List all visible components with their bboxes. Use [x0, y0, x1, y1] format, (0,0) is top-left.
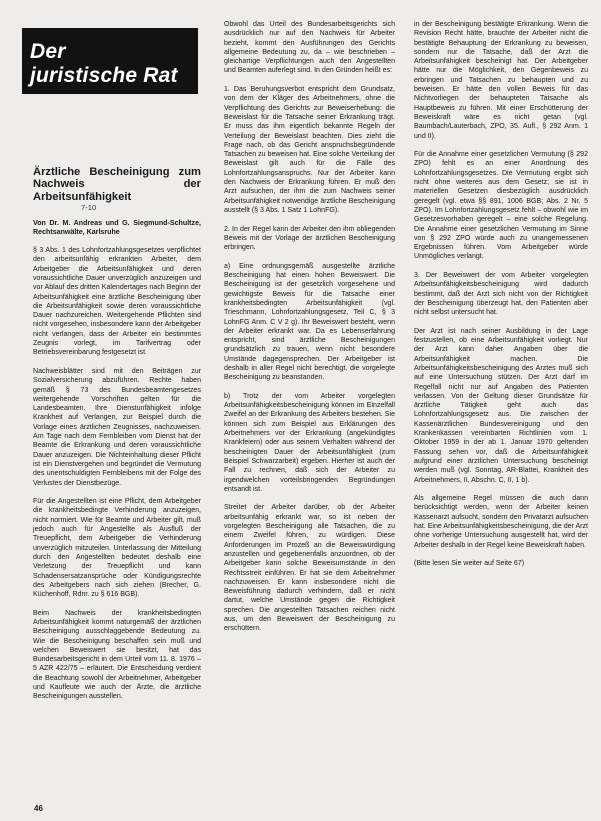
paragraph: § 3 Abs. 1 des Lohnfortzahlungsgesetzes verpflichtet den arbeitsunfähig erkrankten Arbeiter, dem Arbeitgeber die Arbeitsunfähigkeit und deren voraussichtliche Dauer unverzüglich anzuzeigen und vor Ablauf des dritten Kalendertages nach Beginn der Arbeitsunfähigkeit eine ärztliche Bescheinigung über die Arbeitsunfähigkeit sowie deren voraussichtliche Dauer nachzureichen. Weitergehende Pflichten sind nicht vorgesehen, insbesondere kann der Arbeitgeber nicht verlangen, dass der Arbeiter ein bestimmtes Zeugnis vorlegt, im Tarifvertrag oder Betriebsvereinbarung festgesetzt ist.	[33, 247, 201, 357]
column-3	[414, 20, 588, 578]
paragraph: Nachweisblätter sind mit den Beiträgen zur Sozialversicherung abzuführen. Rechte haben gemäß § 73 des Bundesbeamtengesetzes weitergehende Vorschriften gelten für die Landesbeamten. Ihre Dienstunfähigkeit infolge Krankheit auf Verlangen, zur Beispiel durch die Vorlage eines ärztlichen Zeugnisses, nachzuweisen. Am Tage nach dem Fernbleiben vom Dienst hat der Beamte die Erkrankung und deren voraussichtliche Dauer anzuzeigen. Die Nichteinhaltung dieser Pflicht ist ein Dienstvergehen und begründet die Vermutung des unentschuldigten Fernbleibens mit der Folge des Verlustes der Dienstbezüge.	[33, 367, 201, 487]
paragraph: Obwohl das Urteil des Bundesarbeitsgerichts sich ausdrücklich nur auf den Nachweis für Arbeiter bezieht, kommt den Ausführungen des Gerichts allgemeine Bedeutung zu, da – wie beschrieben – gleichartige Verpflichtungen auch den Angestellten und Beamten auferlegt sind. In den Gründen heißt es:	[224, 21, 395, 75]
page-number: 46	[34, 804, 43, 813]
handwritten-note: 7-10	[81, 203, 97, 213]
column-2	[224, 20, 395, 643]
column-banner	[22, 28, 198, 94]
paragraph: Für die Annahme einer gesetzlichen Vermutung (§ 292 ZPO) fehlt es an einer Anordnung des Lohnfortzahlungsgesetzes. Die Vermutung ergibt sich nicht ohne weiteres aus dem Gesetz; sie ist in materiellen Gesetzen diesbezüglich ausdrücklich geregelt (vgl. etwa §§ 891, 1006 BGB; Abs. 2 Nr. 5 ZPO). Im Lohnfortzahlungsgesetz fehlt – obwohl wie im Gesetzesvorhaben geregelt – eine solche Regelung. Die Annahme einer gesetzlichen Vermutung im Sinne von § 292 ZPO würde auch zu unangemessenen Ergebnissen führen. Vom Arbeitgeber würde Unmögliches verlangt.	[414, 151, 588, 261]
paragraph: 1. Das Beruhungsverbot entspricht dem Grundsatz, von dem der Kläger des Arbeitnehmers, ohne die Verpflichtung des Gerichts zur Beweiserhebung: die Beweislast für die Tatsache seiner Erkrankung trägt. Er muss das ihm eigentlich bekannte Regeln der Verteilung der Beweislast beachten. Dies zieht die Frage nach, ob das Gericht anspruchsbegründende Tatsachen zu beweisen hat. Eine solche Verteilung der Beweislast gilt auch für die Fälle des Lohnfortzahlungsanspruchs. Nur der Arbeiter kann den Nachweis der Erkrankung führen. Er muß den Arzt aufsuchen, der ihm die zum Nachweis seiner Arbeitsunfähigkeit notwendige ärztliche Bescheinigung ausstellt (§ 3 Abs. 1 Satz 1 LohnFG).	[224, 86, 395, 214]
article-headline: Ärztliche Bescheinigung zum Nachweis der Arbeitsunfähigkeit	[33, 166, 201, 203]
paragraph: Der Arzt ist nach seiner Ausbildung in der Lage festzustellen, ob eine Arbeitsunfähigkeit vorliegt. Nur der Arzt kann daher Angaben über die Arbeitsunfähigkeit machen. Die Arbeitsunfähigkeitsbescheinigung des Arztes muß sich auf eine Untersuchung stützen. Der Arzt darf im Regelfall nicht nur auf Angaben des Patienten verlassen. Von der Geltung dieser Grundsätze für ärztliche Tätigkeit geht auch das Lohnfortzahlungsgesetz aus. Die zwischen der Kassenärztlichen Bundesvereinigung und den Krankenkassen vereinbarten Richtlinien vom 1. Oktober 1959 in der ab 1. Januar 1970 geltenden Fassung sehen vor, daß die Arbeitsunfähigkeit aufgrund einer ärztlichen Untersuchung bescheinigt werden muß (vgl. Sonntag, AR-Blattei, Krankheit des Arbeitnehmers, II, Abschn. C, II, 1 b).	[414, 327, 588, 484]
paragraph: a) Eine ordnungsgemäß ausgestellte ärztliche Bescheinigung hat einen hohen Beweiswert. Die Bescheinigung ist der gesetzlich vorgesehene und gewichtigste Beweis für die Tatsache einer krankheitsbedingten Arbeitsunfähigkeit (vgl. Trieschmann, Lohnfortzahlungsgesetz, Teil C, § 3 LohnFG Anm. C V 2 g). Ihr Beweiswert besteht, wenn der Arbeiter erkrankt war. Da es Lebenserfahrung entspricht, sind ärztliche Bescheinigungen grundsätzlich zu trauen, wenn nicht besondere Umstände dagegensprechen. Der Arbeitgeber ist deshalb in aller Regel nicht berechtigt, die vorgelegte Bescheinigung zu beanstanden.	[224, 262, 395, 382]
column-1	[33, 166, 201, 711]
paragraph: 2. In der Regel kann der Arbeiter den ihm obliegenden Beweis mit der Vorlage der ärztlichen Bescheinigung erbringen.	[224, 225, 395, 252]
continuation-note: (Bitte lesen Sie weiter auf Seite 67)	[414, 560, 525, 568]
paragraph: b) Trotz der vom Arbeiter vorgelegten Arbeitsunfähigkeitsbescheinigung können im Einzelfall Zweifel an der Erkrankung des Arbeiters bestehen. Sie können sich zum Beispiel aus Erklärungen des Arbeitnehmers vor der Erkrankung (angekündigtes Krankfeiern) oder aus seinem Verhalten während der bescheinigten Dauer der Arbeitsunfähigkeit (zum Beispiel Schwarzarbeit) ergeben. Hierher ist auch der Fall zu rechnen, daß sich der Arbeiter zu irgendwelchen vorteilsbringenden Begründungen entsandt ist.	[224, 392, 395, 493]
banner-title-line2: juristische Rat	[30, 64, 178, 87]
article-byline: Von Dr. M. Andreas und G. Siegmund-Schultze, Rechtsanwälte, Karlsruhe	[33, 218, 201, 236]
paragraph: Beim Nachweis der krankheitsbedingten Arbeitsunfähigkeit kommt naturgemäß der ärztlichen Bescheinigung ausschlaggebende Bedeutung zu. Wie die Bescheinigung beschaffen sein muß und welchen Beweiswert sie besitzt, hat das Bundesarbeitsgericht in dem Urteil vom 11. 8. 1976 – 5 AZR 422/75 – erläutert. Die Entscheidung verdient die Beachtung sowohl der Arbeitnehmer, Arbeitgeber und Kaufleute wie auch der Ärzte, die ärztliche Bescheinigungen ausstellen.	[33, 609, 201, 701]
paragraph: Für die Angestellten ist eine Pflicht, dem Arbeitgeber die krankheitsbedingte Verhinderung anzuzeigen, nicht normiert. Wie für Beamte und Arbeiter gilt, muß jedoch auch für Angestellte als Ausfluß der Treuepflicht, dem Arbeitgeber die Verhinderung unverzüglich mitzuteilen. Unterlassung der Mitteilung durch den Angestellten bedeutet deshalb eine Verletzung der Treuepflicht und kann Schadensersatzansprüche oder Kündigungsrechte des Arbeitgebers nach sich ziehen (Brecher, G. Küchenhoff, Rdnr. zu § 616 BGB).	[33, 498, 201, 599]
paragraph: in der Bescheinigung bestätigte Erkrankung. Wenn die Revision Recht hätte, brauchte der Arbeiter nicht die bestätigte Behauptung der Erkrankung zu beweisen, sondern nur die Tatsache, daß der Arzt die Arbeitsunfähigkeit bescheinigt hat. Der Arbeitgeber hätte nur die Möglichkeit, den Gegenbeweis zu erbringen und Tatsachen zu behaupten und zu beweisen. Er hätte den vollen Beweis für das Nichtvorliegen der behaupteten Tatsache als Hauptbeweis zu führen. Mit einer Erschütterung der Beweiskraft wäre es nicht getan (vgl. Baumbach/Lauterbach, ZPO, 35. Aufl., § 292 Anm. 1 und II).	[414, 21, 588, 140]
paragraph: Streitet der Arbeiter darüber, ob der Arbeiter arbeitsunfähig erkrankt war, so ist neben der vorgelegten Bescheinigung alle Tatsachen, die zu einem Zweifel führen, zu würdigen. Diese Anforderungen im Prozeß an die Beweiswürdigung anzustellen und gegebenenfalls anzuordnen, ob der Arbeitgeber kann solche Beweisumstände in den Rechtsstreit einführen. Er hat sie dem Arbeitnehmer nachzuweisen. Er kann insbesondere nicht die Beweisführung dadurch verhindern, daß er nicht dartut, welche Umstände gegen die Richtigkeit sprechen. Die angestellten Tatsachen reichen nicht aus, um den Beweiswert der Bescheinigung zu erschüttern.	[224, 504, 395, 633]
banner-title	[22, 28, 198, 88]
banner-title-line1: Der	[30, 40, 66, 63]
paragraph: Als allgemeine Regel müssen die auch dann berücksichtigt werden, wenn der Arbeiter keinen Kassenarzt aufsucht, sondern den Privatarzt aufsuchen hat. Eine Arbeitsunfähigkeitsbescheinigung, die der Arzt ohne vorherige Untersuchung ausgestellt hat, wird der Arbeiter deshalb in der Regel keine Beweiskraft haben.	[414, 495, 588, 549]
paragraph: 3. Der Beweiswert der vom Arbeiter vorgelegten Arbeitsunfähigkeitsbescheinigung wird dadurch bestimmt, daß der Arzt sich nicht von der Richtigkeit der Bescheinigung überzeugt hat, den Patienten aber nicht selbst untersucht hat.	[414, 272, 588, 317]
